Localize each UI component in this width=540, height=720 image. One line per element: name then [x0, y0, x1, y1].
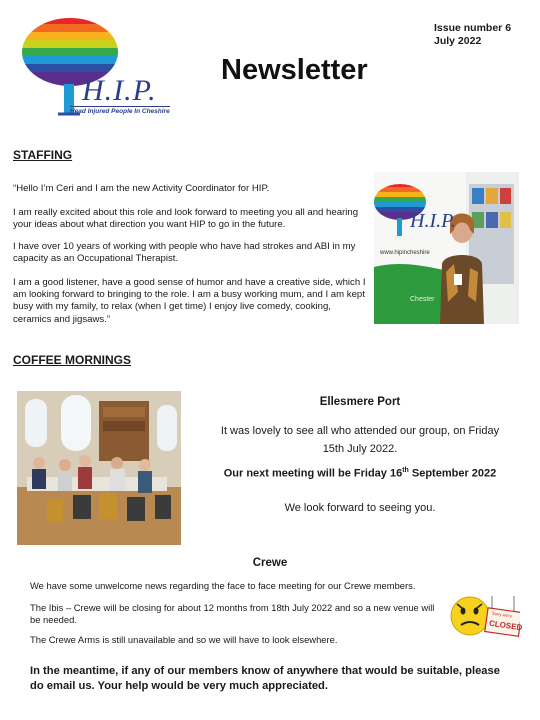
- banner-logo-text: H.I.P.: [410, 210, 456, 232]
- logo-text: H.I.P.: [82, 74, 157, 107]
- banner-map-label: Chester: [410, 296, 435, 303]
- logo-tagline: Head Injured People In Cheshire: [70, 108, 170, 115]
- next-meeting-suffix: September 2022: [408, 467, 497, 480]
- crewe-paragraph-1: We have some unwelcome news regarding the face to face meeting for our Crewe members.: [30, 580, 416, 591]
- banner-url: www.hipincheshire: [380, 250, 430, 256]
- final-appeal: In the meantime, if any of our members know of anywhere that would be suitable, please do email us. Your help would be very much appreciated.: [30, 665, 500, 692]
- next-meeting: [195, 467, 525, 480]
- staffing-paragraph-4: I am a good listener, have a good sense of humor and have a creative side, which I am looking forward to bringing to the role. I am a busy working mum, and I am kept busy with my family, to relax (when I get time) I enjoy live comedy, cooking, ceramics and jigsaws.”: [13, 277, 366, 325]
- next-meeting-prefix: Our next meeting will be Friday 16: [223, 467, 403, 480]
- look-forward-text: We look forward to seeing you.: [284, 502, 436, 514]
- crewe-paragraph-3: The Crewe Arms is still unavailable and so we will have to look elsewhere.: [30, 634, 338, 645]
- crewe-heading: Crewe: [252, 557, 288, 569]
- staffing-paragraph-1: “Hello I’m Ceri and I am the new Activity Coordinator for HIP.: [13, 183, 270, 194]
- staffing-paragraph-2: I am really excited about this role and look forward to meeting you all and hearing your ideas about what direction you want HIP to go in the future.: [13, 207, 359, 231]
- coffee-morning-photo: [17, 391, 181, 545]
- closed-sign-icon: [448, 592, 523, 644]
- coffee-mornings-heading: COFFEE MORNINGS: [13, 353, 132, 367]
- issue-info: [434, 22, 511, 48]
- page-title: Newsletter: [221, 54, 368, 86]
- issue-number: Issue number 6: [434, 22, 512, 34]
- ceri-photo: [374, 172, 519, 324]
- next-meeting-sup: th: [402, 467, 409, 474]
- ellesmere-heading: Ellesmere Port: [319, 396, 401, 408]
- ellesmere-text: It was lovely to see all who attended our group, on Friday 15th July 2022.: [220, 425, 500, 455]
- closed-sign-text: CLOSED: [488, 618, 523, 633]
- issue-date: July 2022: [434, 35, 482, 47]
- staffing-paragraph-3: I have over 10 years of working with people who have had strokes and ABI in my capacity as an Occupational Therapist.: [13, 241, 356, 265]
- crewe-paragraph-2: The Ibis – Crewe will be closing for about 12 months from 18th July 2022 and so a new venue will be needed.: [30, 602, 435, 625]
- closed-sign-small: Sorry we're: [491, 610, 513, 619]
- hip-logo: [20, 14, 186, 124]
- staffing-heading: STAFFING: [13, 148, 73, 162]
